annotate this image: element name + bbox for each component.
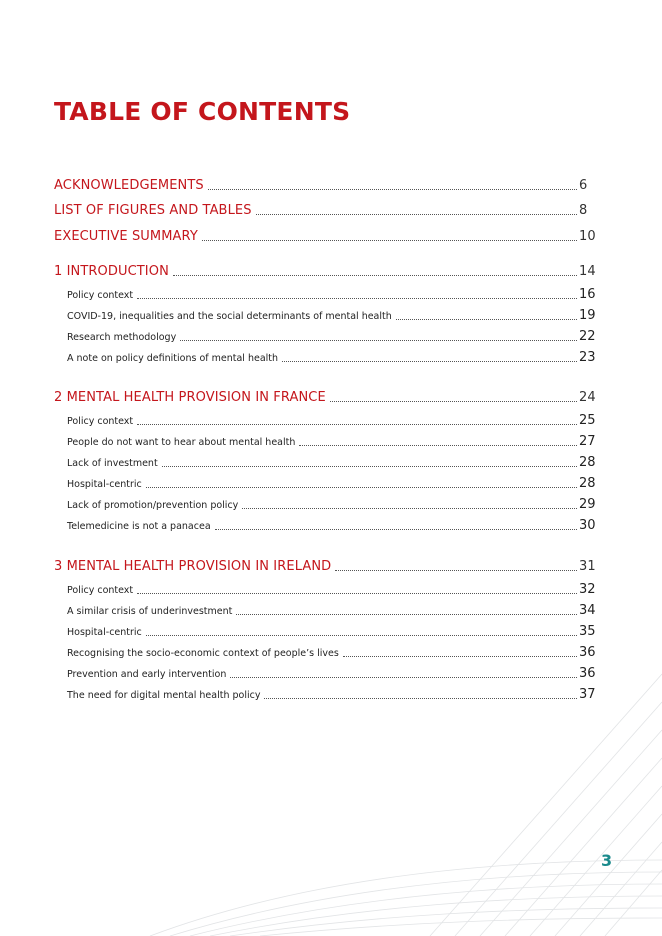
toc-entry-page: 28 xyxy=(579,476,596,491)
toc-entry-label: 2 MENTAL HEALTH PROVISION IN FRANCE xyxy=(54,390,326,405)
toc-entry-label: 3 MENTAL HEALTH PROVISION IN IRELAND xyxy=(54,559,332,574)
toc-entry-page: 8 xyxy=(579,203,588,218)
toc-entry-ireland[interactable] xyxy=(54,559,595,574)
toc-entry-label: The need for digital mental health policy xyxy=(67,690,261,701)
toc-subentry[interactable] xyxy=(67,624,595,639)
toc-subentry[interactable] xyxy=(67,476,595,491)
toc-entry-page: 32 xyxy=(579,582,596,597)
toc-entry-page: 19 xyxy=(579,308,596,323)
dot-leader xyxy=(137,592,577,594)
toc-entry-page: 25 xyxy=(579,413,596,428)
toc-subentry[interactable] xyxy=(67,603,595,618)
toc-entry-label: 1 INTRODUCTION xyxy=(54,264,169,279)
dot-leader xyxy=(330,400,577,402)
toc-entry-page: 30 xyxy=(579,518,596,533)
page-number: 3 xyxy=(601,851,613,870)
dot-leader xyxy=(208,188,577,190)
toc-subentry[interactable] xyxy=(67,413,595,428)
dot-leader xyxy=(343,655,577,657)
toc-entry-label: Recognising the socio-economic context of people’s lives xyxy=(67,648,339,659)
dot-leader xyxy=(236,613,577,615)
toc-entry-label: LIST OF FIGURES AND TABLES xyxy=(54,203,252,218)
toc-entry-label: ACKNOWLEDGEMENTS xyxy=(54,178,204,193)
toc-entry-introduction[interactable] xyxy=(54,264,595,279)
toc-entry-label: Telemedicine is not a panacea xyxy=(67,521,211,532)
toc-entry-page: 35 xyxy=(579,624,596,639)
toc-entry-page: 6 xyxy=(579,178,588,193)
toc-entry-page: 29 xyxy=(579,497,596,512)
dot-leader xyxy=(173,274,577,276)
toc-entry-label: A similar crisis of underinvestment xyxy=(67,606,233,617)
page-title: TABLE OF CONTENTS xyxy=(54,97,351,126)
dot-leader xyxy=(180,339,577,341)
toc-entry-label: Policy context xyxy=(67,290,134,301)
dot-leader xyxy=(202,239,577,241)
dot-leader xyxy=(335,569,577,571)
dot-leader xyxy=(146,634,577,636)
toc-entry-label: COVID-19, inequalities and the social determinants of mental health xyxy=(67,311,392,322)
toc-entry-label: Policy context xyxy=(67,416,134,427)
toc-entry-page: 16 xyxy=(579,287,596,302)
toc-subentry[interactable] xyxy=(67,645,595,660)
toc-entry-page: 22 xyxy=(579,329,596,344)
toc-entry-executive-summary[interactable] xyxy=(54,229,595,244)
toc-entry-page: 31 xyxy=(579,559,596,574)
dot-leader xyxy=(162,465,577,467)
toc-entry-page: 36 xyxy=(579,666,596,681)
toc-entry-label: A note on policy definitions of mental health xyxy=(67,353,279,364)
toc-entry-page: 37 xyxy=(579,687,596,702)
dot-leader xyxy=(282,360,577,362)
toc-entry-label: Lack of promotion/prevention policy xyxy=(67,500,239,511)
toc-entry-page: 36 xyxy=(579,645,596,660)
toc-entry-page: 14 xyxy=(579,264,596,279)
toc-entry-label: Research methodology xyxy=(67,332,177,343)
toc-subentry[interactable] xyxy=(67,434,595,449)
dot-leader xyxy=(396,318,577,320)
toc-subentry[interactable] xyxy=(67,518,595,533)
toc-subentry[interactable] xyxy=(67,329,595,344)
toc-entry-page: 23 xyxy=(579,350,596,365)
toc-subentry[interactable] xyxy=(67,687,595,702)
dot-leader xyxy=(146,486,577,488)
toc-subentry[interactable] xyxy=(67,582,595,597)
toc-entry-label: EXECUTIVE SUMMARY xyxy=(54,229,198,244)
dot-leader xyxy=(137,423,577,425)
toc-entry-page: 34 xyxy=(579,603,596,618)
toc-entry-page: 27 xyxy=(579,434,596,449)
dot-leader xyxy=(264,697,577,699)
toc-entry-acknowledgements[interactable] xyxy=(54,178,595,193)
dot-leader xyxy=(299,444,577,446)
toc-entry-label: Lack of investment xyxy=(67,458,158,469)
toc-entry-page: 24 xyxy=(579,390,596,405)
dot-leader xyxy=(256,213,577,215)
toc-entry-label: Hospital-centric xyxy=(67,627,142,638)
toc-entry-label: Hospital-centric xyxy=(67,479,142,490)
toc-entry-page: 28 xyxy=(579,455,596,470)
toc-subentry[interactable] xyxy=(67,497,595,512)
toc-subentry[interactable] xyxy=(67,287,595,302)
dot-leader xyxy=(242,507,577,509)
toc-entry-label: Prevention and early intervention xyxy=(67,669,227,680)
toc-entry-label: Policy context xyxy=(67,585,134,596)
toc-entry-label: People do not want to hear about mental health xyxy=(67,437,296,448)
dot-leader xyxy=(215,528,577,530)
toc-entry-page: 10 xyxy=(579,229,596,244)
dot-leader xyxy=(137,297,577,299)
toc-entry-list-of-figures[interactable] xyxy=(54,203,595,218)
toc-subentry[interactable] xyxy=(67,308,595,323)
toc-subentry[interactable] xyxy=(67,350,595,365)
toc-entry-france[interactable] xyxy=(54,390,595,405)
toc-subentry[interactable] xyxy=(67,666,595,681)
toc-subentry[interactable] xyxy=(67,455,595,470)
dot-leader xyxy=(230,676,577,678)
